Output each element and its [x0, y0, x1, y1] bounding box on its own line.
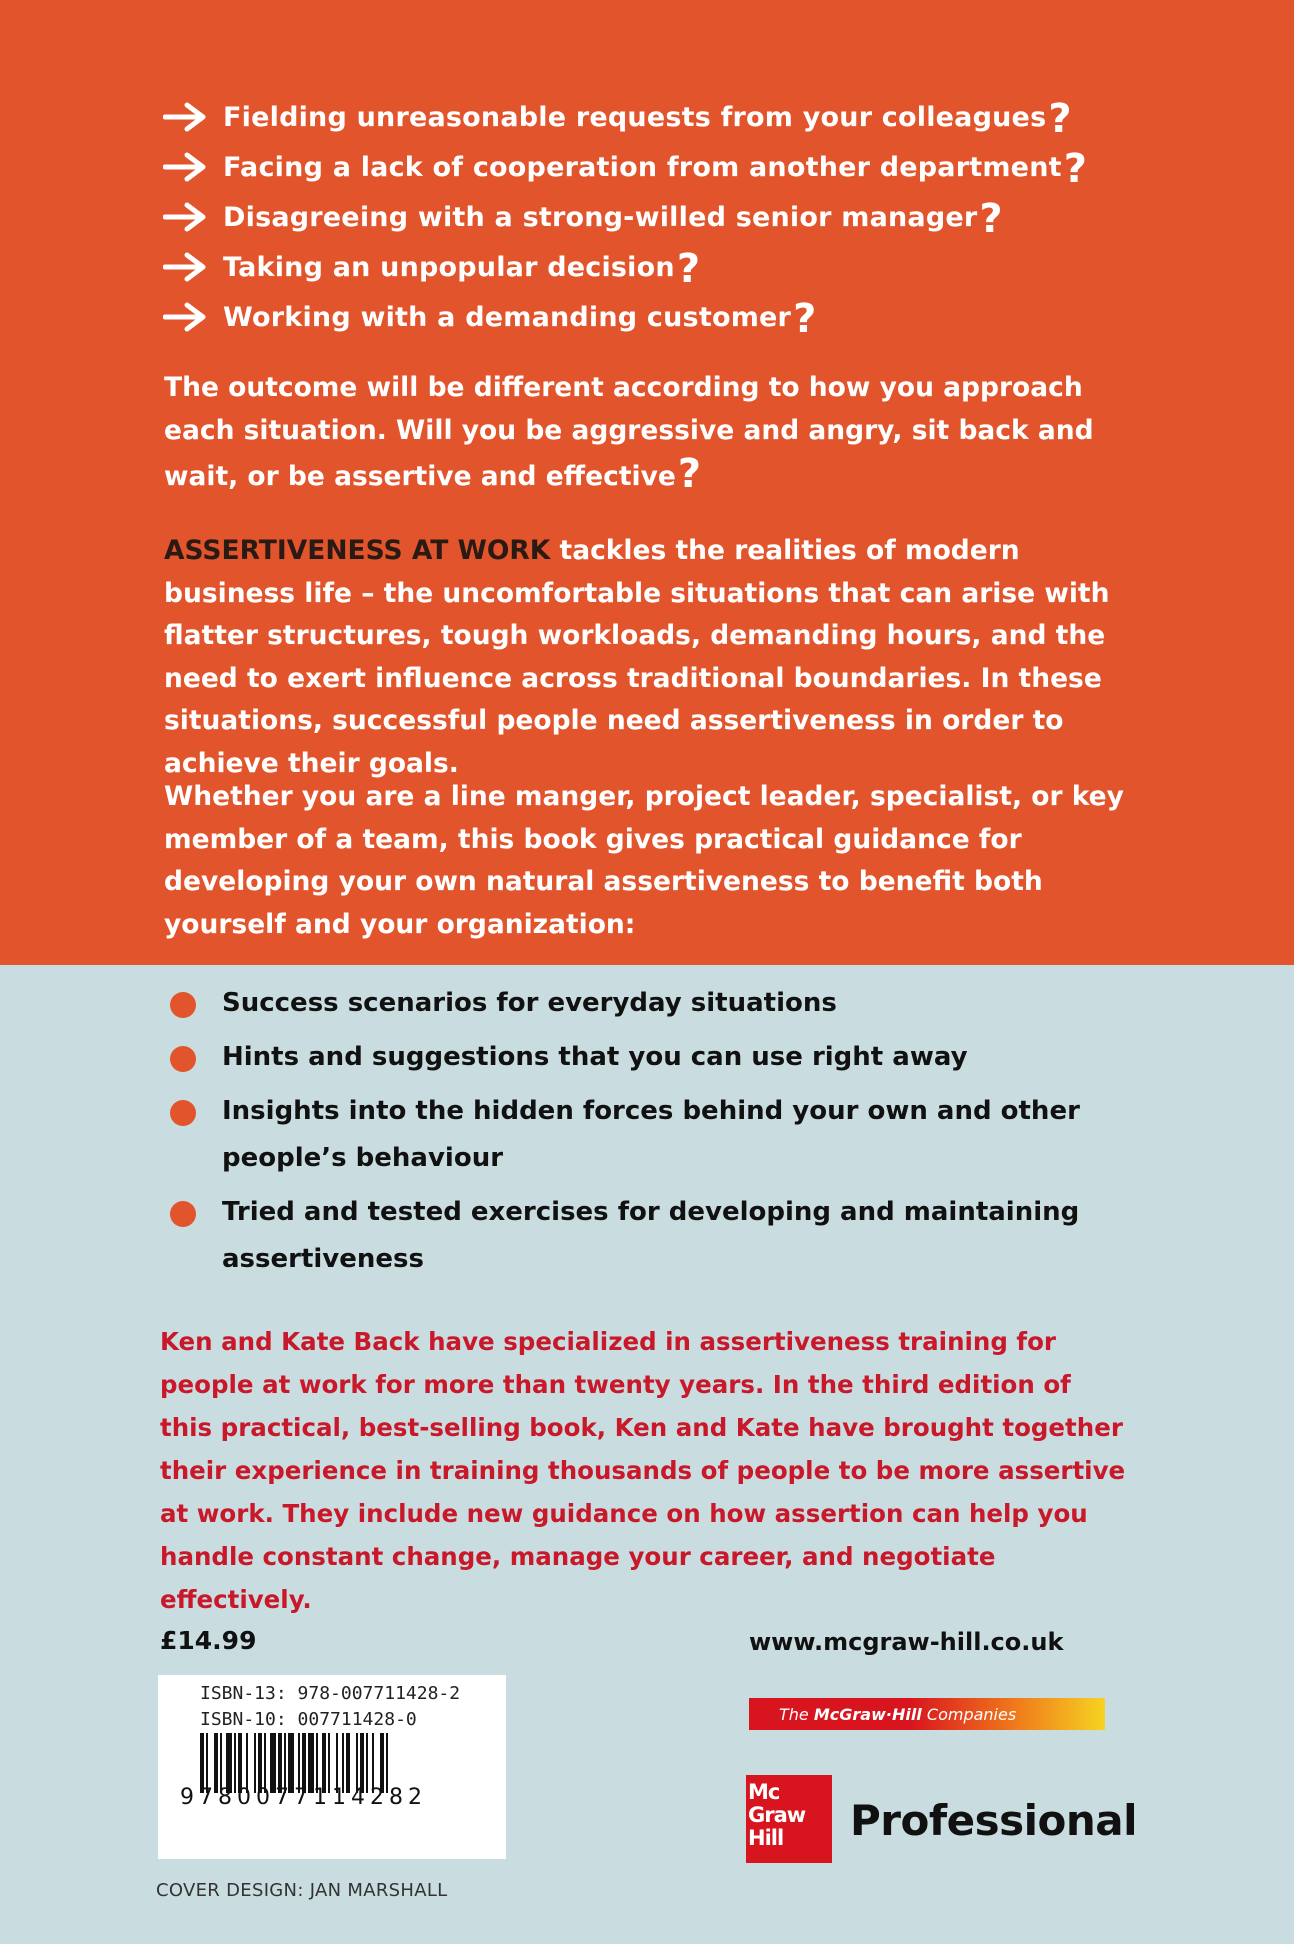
benefit-item: [170, 1034, 1090, 1081]
logo-line: Graw: [748, 1803, 806, 1827]
arrow-right-icon: [163, 202, 209, 232]
arrow-right-icon: [163, 252, 209, 282]
benefit-item: [170, 1088, 1090, 1182]
publisher-url: www.mcgraw-hill.co.uk: [749, 1628, 1064, 1656]
question-item: [163, 242, 1087, 292]
arrow-right-icon: [163, 302, 209, 332]
band-prefix: The: [779, 1704, 809, 1724]
question-mark: ?: [793, 296, 817, 342]
band-name: McGraw·Hill: [813, 1704, 922, 1724]
audience-paragraph: Whether you are a line manger, project leader, specialist, or key member of a team, this book gives practical guidance for developing your own natural assertiveness to benefit both yourself and your organization:: [164, 781, 1124, 940]
arrow-right-icon: [163, 152, 209, 182]
benefit-text: Success scenarios for everyday situations: [222, 988, 837, 1018]
question-mark: ?: [677, 451, 702, 497]
question-mark: ?: [1063, 146, 1088, 192]
imprint-label: Professional: [850, 1796, 1137, 1845]
publisher-band: [749, 1698, 1105, 1730]
arrow-right-icon: [163, 102, 209, 132]
outcome-text: The outcome will be different according to how you approach each situation. Will you be aggressive and angry, sit back and wait, or be assertive and effective: [164, 372, 1094, 492]
logo-line: Hill: [748, 1826, 784, 1850]
question-item: [163, 192, 1087, 242]
barcode-icon: [198, 1733, 468, 1793]
description-text: tackles the realities of modern business life – the uncomfortable situations that can arise with flatter structures, tough workloads, demanding hours, and the need to exert influence across traditional boundaries. In these situations, successful people need assertiveness in order to achieve their goals.: [164, 535, 1110, 779]
question-text: Disagreeing with a strong-willed senior manager: [223, 201, 978, 233]
cover-design-credit: COVER DESIGN: JAN MARSHALL: [156, 1880, 448, 1901]
benefit-list: [170, 980, 1090, 1290]
question-mark: ?: [1048, 96, 1072, 142]
question-text: Fielding unreasonable requests from your colleagues: [223, 101, 1047, 133]
benefit-text: Insights into the hidden forces behind your own and other people’s behaviour: [222, 1096, 1080, 1173]
question-item: [163, 142, 1087, 192]
price-label: £14.99: [160, 1626, 257, 1655]
bullet-dot-icon: [170, 1100, 196, 1126]
logo-line: Mc: [748, 1780, 780, 1804]
question-text: Taking an unpopular decision: [223, 251, 675, 283]
author-bio: Ken and Kate Back have specialized in assertiveness training for people at work for more than twenty years. In the third edition of this practical, best-selling book, Ken and Kate have brought together their experience in training thousands of people to be more assertive at work. They include new guidance on how assertion can help you handle constant change, manage your career, and negotiate effectively.: [160, 1327, 1126, 1614]
bullet-dot-icon: [170, 1046, 196, 1072]
question-item: [163, 92, 1087, 142]
question-list: [163, 92, 1087, 342]
band-suffix: Companies: [926, 1704, 1017, 1724]
bullet-dot-icon: [170, 1201, 196, 1227]
isbn10-label: ISBN-10: 007711428-0: [200, 1709, 417, 1730]
benefit-item: [170, 980, 1090, 1027]
question-text: Facing a lack of cooperation from another department: [223, 151, 1062, 183]
mcgraw-hill-logo: [746, 1775, 832, 1863]
book-title-emphasis: ASSERTIVENESS AT WORK: [164, 535, 551, 566]
question-item: [163, 292, 1087, 342]
question-mark: ?: [676, 246, 701, 292]
benefit-item: [170, 1189, 1090, 1283]
benefit-text: Tried and tested exercises for developing and maintaining assertiveness: [222, 1197, 1080, 1274]
barcode-panel: [158, 1675, 506, 1859]
outcome-paragraph: [164, 367, 1124, 499]
isbn13-label: ISBN-13: 978-007711428-2: [200, 1683, 461, 1704]
bullet-dot-icon: [170, 992, 196, 1018]
barcode-number: 9780077114282: [180, 1785, 427, 1810]
description-paragraph: [164, 530, 1124, 785]
benefit-text: Hints and suggestions that you can use right away: [222, 1042, 968, 1072]
question-text: Working with a demanding customer: [223, 301, 792, 333]
question-mark: ?: [979, 196, 1003, 242]
